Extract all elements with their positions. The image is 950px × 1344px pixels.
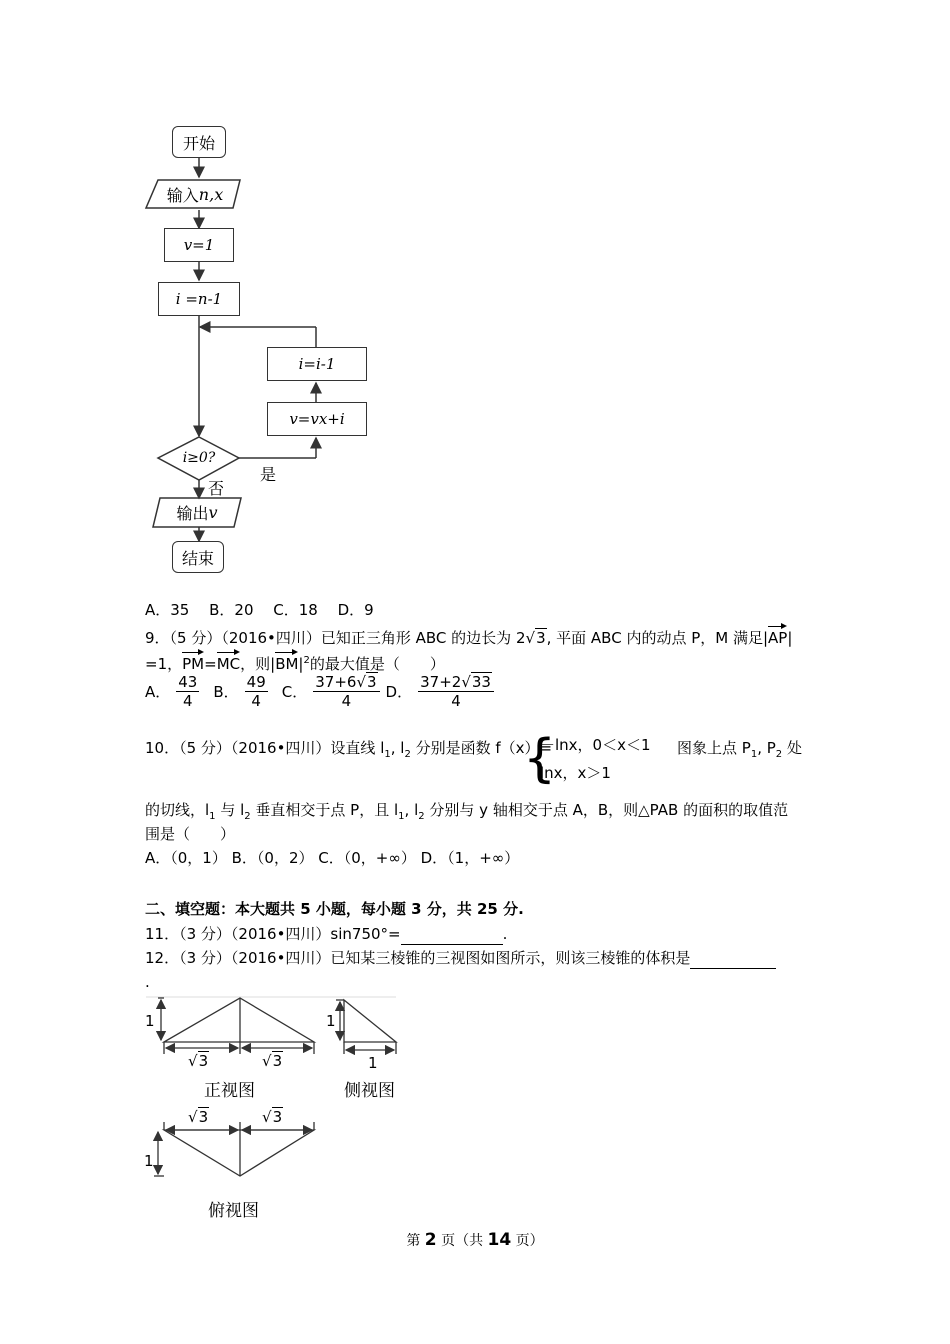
q9-line2-b: ，则|: [240, 655, 276, 673]
q10-text-e: , P: [757, 739, 776, 757]
q9-sqrt-sign: √: [525, 629, 536, 647]
update-v-process: [267, 402, 367, 436]
q9-text-a: 9．（5 分）（2016•四川）已知正三角形 ABC 的边长为 2: [145, 629, 526, 647]
q9-vector-ap: AP: [768, 624, 787, 648]
q10-line2-d: , l: [404, 801, 419, 819]
q9-opt-a-frac: [176, 673, 199, 710]
q10-brace: {: [523, 729, 557, 789]
q9-opt-c-den: 4: [341, 692, 352, 710]
q9-options: [145, 673, 494, 710]
input-parallelogram: [152, 180, 238, 208]
front-view-caption: 正视图: [204, 1081, 255, 1101]
condition-label: i≥0?: [182, 450, 216, 466]
q9-opt-c-num: 37+6: [315, 673, 357, 691]
input-label: 输入: [166, 185, 199, 205]
q11-blank: [401, 924, 503, 945]
three-views: [140, 992, 400, 1222]
q10-line3: 围是（ ）: [145, 825, 236, 843]
q10-line2-sub1: 1: [209, 811, 216, 822]
footer-prefix: 第: [406, 1233, 421, 1249]
q9-opt-b-label: B．: [213, 683, 239, 701]
q10-sub-4: 2: [775, 749, 783, 760]
q10-line2-sub3: 1: [398, 811, 405, 822]
top-width-right-label: √3: [262, 1108, 283, 1126]
q10-text-d: 图象上点 P: [677, 739, 751, 757]
q9-vector-pm: PM: [182, 650, 204, 674]
output-label: 输出: [176, 504, 209, 523]
output-parallelogram: [156, 498, 238, 527]
q9-opt-a-den: 4: [183, 692, 193, 710]
q11-line: [145, 924, 507, 945]
q10-text-f: 处: [782, 739, 802, 757]
q10-line2-sub2: 2: [244, 811, 251, 822]
q9-text-c: |: [787, 629, 793, 647]
start-terminal: [172, 126, 226, 158]
footer-page-number: 2: [424, 1230, 437, 1250]
side-view-caption: 侧视图: [344, 1081, 395, 1101]
top-width-left-label: √3: [188, 1108, 209, 1126]
end-label: 结束: [181, 548, 214, 568]
section-2-title: 二、填空题：本大题共 5 小题，每小题 3 分，共 25 分.: [145, 900, 524, 918]
q12-line: [145, 948, 776, 969]
views-drawing: [140, 992, 400, 1222]
q10-line2-e: 分别与 y 轴相交于点 A，B，则△PAB 的面积的取值范: [424, 801, 789, 819]
q9-opt-b-den: 4: [251, 692, 261, 710]
q9-text-b: , 平面 ABC 内的动点 P，M 满足|: [546, 629, 769, 647]
footer-suffix: 页）: [515, 1233, 544, 1249]
top-view-caption: 俯视图: [208, 1201, 259, 1221]
yes-label: 是: [260, 465, 277, 484]
q12-blank: [690, 948, 776, 969]
assign-i-process: [158, 282, 240, 316]
q9-line2-eq: =: [204, 655, 217, 673]
q9-line1: [145, 624, 792, 648]
q10-line2-b: 与 l: [215, 801, 245, 819]
start-label: 开始: [182, 133, 215, 153]
q9-opt-a-num: 43: [178, 673, 198, 691]
condition-diamond: [158, 446, 240, 470]
q10-text-c: 分别是函数 f（x）=: [410, 739, 553, 757]
q10-line2-a: 的切线，l: [145, 801, 210, 819]
end-terminal: [172, 541, 224, 573]
q10-line2: [145, 800, 788, 827]
no-label: 否: [208, 479, 225, 498]
q9-opt-d-label: D．: [385, 683, 413, 701]
q10-line2-c: 垂直相交于点 P，且 l: [250, 801, 399, 819]
front-height-label: 1: [145, 1012, 155, 1030]
q9-opt-b-frac: [245, 673, 268, 710]
q9-exponent: 2: [303, 655, 310, 666]
assign-v-label: v=1: [183, 236, 215, 254]
top-width-right-value: 3: [272, 1108, 283, 1126]
output-var: v: [208, 503, 218, 522]
q9-opt-b-num: 49: [246, 673, 266, 691]
q10-line2-sub4: 2: [418, 811, 425, 822]
q10-text-a: 10．（5 分）（2016•四川）设直线 l: [145, 739, 385, 757]
front-width-left-label: √3: [188, 1052, 209, 1070]
q11-end: .: [502, 925, 508, 943]
q9-opt-c-sqrt: 3: [367, 673, 377, 691]
q9-vector-bm: BM: [275, 650, 298, 674]
q10-piece-2: lnx，x＞1: [540, 764, 611, 782]
q10-options: A．（0，1） B．（0，2） C．（0，+∞） D．（1，+∞）: [145, 849, 520, 867]
q9-vector-mc: MC: [217, 650, 240, 674]
q9-opt-d-frac: $\frac{37+2√33}{4}$: [418, 673, 494, 710]
q10-sub-1: 1: [384, 749, 391, 760]
q9-opt-d-sqrt: 33: [471, 673, 491, 691]
front-width-left-value: 3: [198, 1052, 209, 1070]
q9-opt-a-label: A．: [145, 683, 171, 701]
q12-end: .: [145, 973, 150, 991]
front-width-right-label: √3: [262, 1052, 283, 1070]
q9-opt-c-frac: $\frac{37+6√3}{4}$: [313, 673, 379, 710]
q9-opt-c-label: C．: [281, 683, 308, 701]
q9-line2-a: =1，: [145, 655, 183, 673]
q9-line2-d: 的最大值是（ ）: [309, 655, 445, 673]
page-footer: [0, 1230, 950, 1250]
q9-opt-d-den: 4: [451, 692, 461, 710]
footer-middle: 页（共: [441, 1233, 484, 1249]
side-width-label: 1: [368, 1054, 378, 1072]
assign-i-label: i =n-1: [175, 290, 223, 308]
side-height-label: 1: [326, 1012, 336, 1030]
q10-line1: [145, 738, 552, 765]
q8-options: A．35 B．20 C．18 D．9: [145, 601, 374, 619]
q9-line2: [145, 650, 445, 674]
assign-v-process: [164, 228, 234, 262]
footer-total-pages: 14: [487, 1230, 512, 1250]
q12-text: 12．（3 分）（2016•四川）已知某三棱锥的三视图如图所示，则该三棱锥的体积是: [145, 949, 691, 967]
q11-text: 11．（3 分）（2016•四川）sin750°=: [145, 925, 401, 943]
top-height-label: 1: [144, 1152, 154, 1170]
front-width-right-value: 3: [272, 1052, 283, 1070]
q10-piece-1: －lnx，0＜x＜1: [540, 736, 651, 754]
top-width-left-value: 3: [198, 1108, 209, 1126]
q10-sub-3: 1: [750, 749, 758, 760]
decrement-i-process: [267, 347, 367, 381]
input-vars: n,x: [198, 184, 224, 204]
q9-line2-c: |: [298, 655, 304, 673]
q10-line1-tail: [677, 738, 802, 765]
q10-sub-2: 2: [404, 749, 411, 760]
q9-opt-d-num: 37+2: [420, 673, 462, 691]
decrement-i-label: i=i-1: [298, 355, 336, 373]
q9-sqrt-value: 3: [536, 629, 546, 647]
update-v-label: v=vx+i: [289, 410, 345, 428]
flowchart: [140, 120, 400, 580]
q10-text-b: , l: [390, 739, 405, 757]
